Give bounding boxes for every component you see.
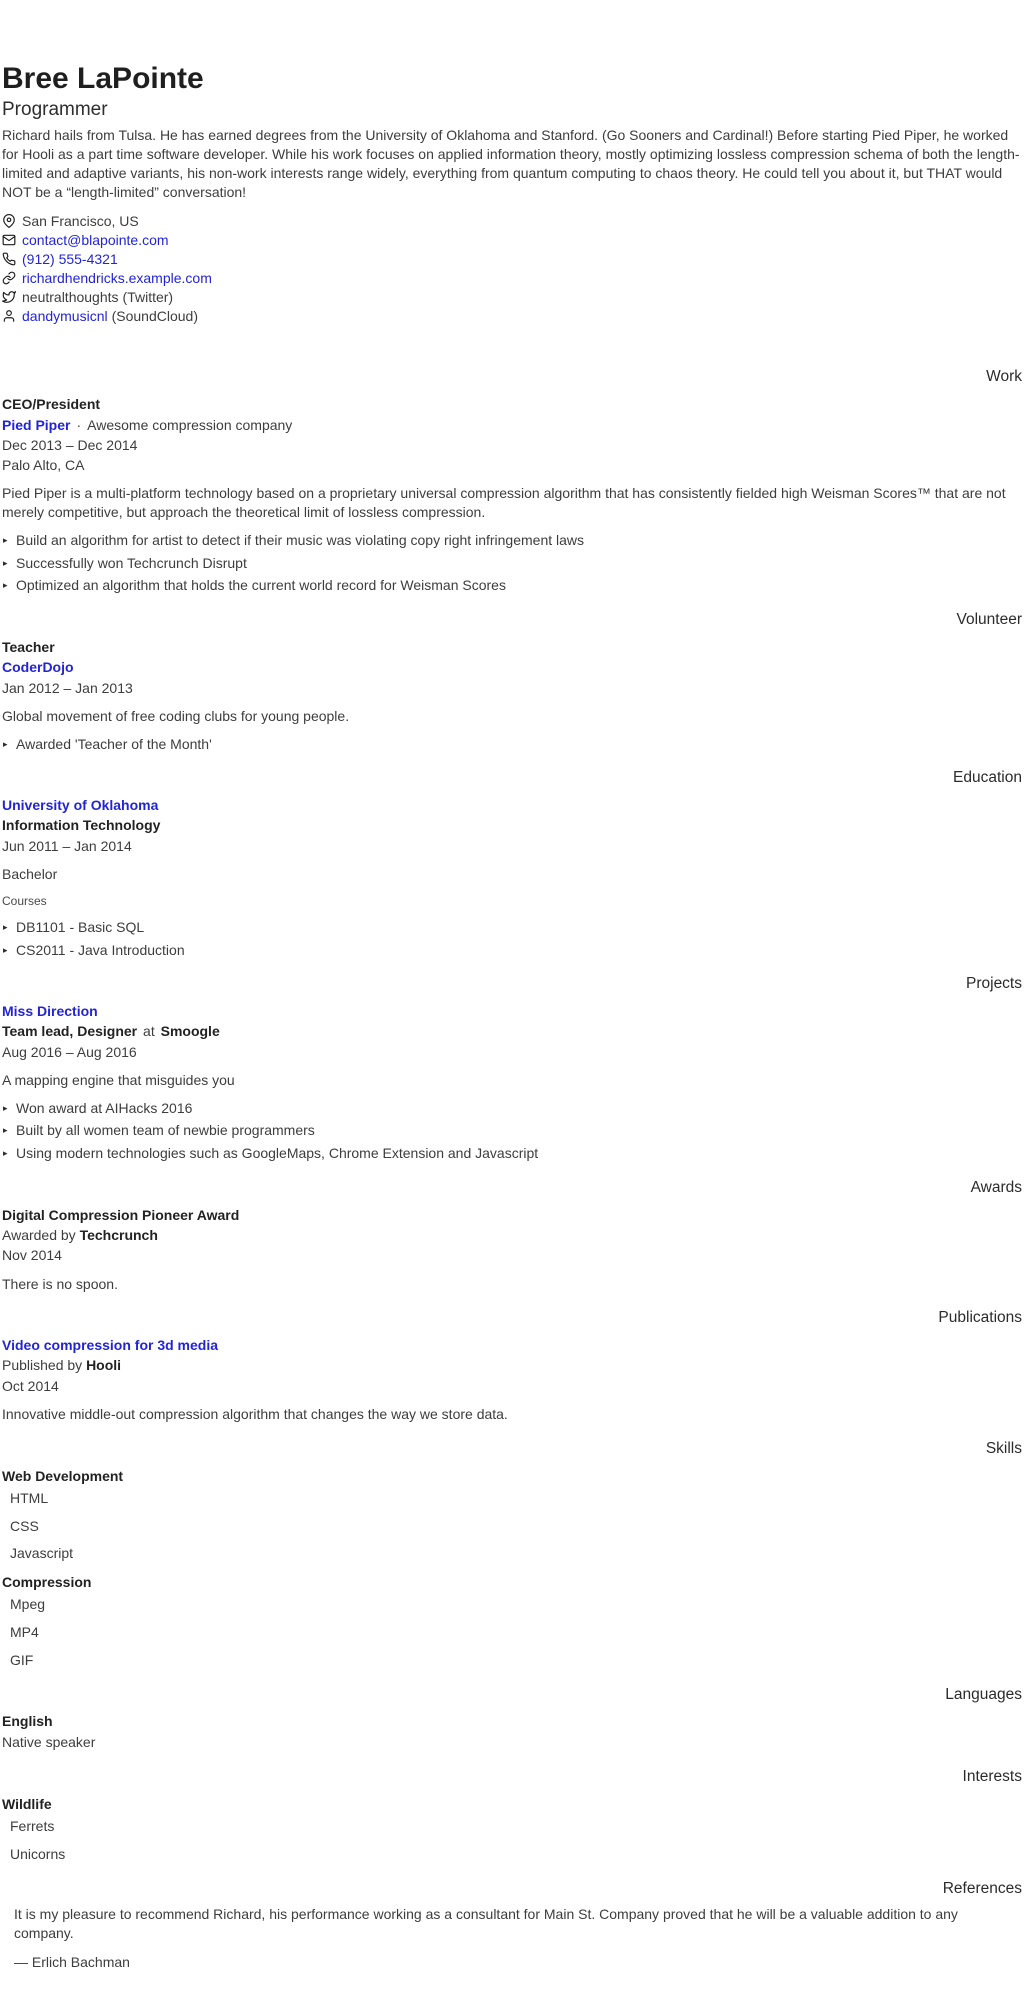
reference-entry [2,1905,1014,1971]
course-item: ▸ CS2011 - Java Introduction [2,941,1022,960]
contact-list [2,211,1022,325]
phone-icon [2,252,16,266]
project-entry [2,1001,1022,1163]
published-by-label: Published by [2,1357,83,1374]
course-item: ▸ DB1101 - Basic SQL [2,918,1022,937]
publication-summary: Innovative middle-out compression algorithm that changes the way we store data. [2,1406,508,1423]
skill-group-name: Compression [2,1574,92,1591]
education-area: Information Technology [2,817,161,834]
section-publications [2,1308,1022,1423]
work-position: CEO/President [2,396,101,413]
section-awards [2,1178,1022,1293]
publication-publisher: Hooli [86,1357,122,1374]
highlight-item: ▸ Built by all women team of newbie programmers [2,1121,1022,1140]
section-title-skills: Skills [985,1439,1022,1457]
project-name-link[interactable]: Miss Direction [2,1003,98,1020]
work-company-link[interactable]: Pied Piper [2,416,71,433]
publication-date: Oct 2014 [2,1377,59,1394]
courses-label: Courses [2,893,47,908]
work-summary: Pied Piper is a multi-platform technology based on a proprietary universal compression algorithm that has consistently fielded high Weisman Scores™ that are not merely competitive, but approach the theoretical limit of lossless compression. [2,485,1006,521]
volunteer-dates: Jan 2012 – Jan 2013 [2,679,133,696]
highlight-item: ▸ Successfully won Techcrunch Disrupt [2,554,1022,573]
highlight-item: ▸ Won award at AIHacks 2016 [2,1099,1022,1118]
soundcloud-network: (SoundCloud) [111,307,198,324]
user-icon [2,309,16,323]
skill-group [2,1466,1022,1564]
education-dates: Jun 2011 – Jan 2014 [2,837,132,854]
separator-dot: · [76,416,82,433]
award-entry [2,1205,1022,1294]
phone-link[interactable]: (912) 555-4321 [22,250,118,267]
skill-keywords [2,1489,1022,1563]
section-title-publications: Publications [938,1309,1022,1327]
award-awarder: Techcrunch [79,1227,158,1244]
reference-quote: It is my pleasure to recommend Richard, his performance working as a consultant for Main St. Company proved that he will be a valuable addition to any company. [14,1906,958,1942]
publication-publisher-line [2,1355,1022,1375]
language-entry [2,1711,1022,1752]
publication-name-link[interactable]: Video compression for 3d media [2,1337,219,1354]
volunteer-summary: Global movement of free coding clubs for young people. [2,707,350,724]
website-link[interactable]: richardhendricks.example.com [22,269,212,286]
contact-website [2,268,1022,287]
work-company-line [2,415,1022,435]
location-text: San Francisco, US [22,212,139,229]
volunteer-entry [2,637,1022,753]
resume-name: Bree LaPointe [2,62,204,95]
interest-name: Wildlife [2,1795,52,1812]
education-courses [2,918,1022,960]
education-entry [2,795,1022,959]
work-highlights [2,531,1022,595]
language-fluency: Native speaker [2,1733,96,1750]
keyword-item: Ferrets [10,1818,55,1835]
volunteer-organization-link[interactable]: CoderDojo [2,659,74,676]
work-location: Palo Alto, CA [2,457,85,474]
award-awarder-line [2,1225,1022,1245]
awarded-by-label: Awarded by [2,1227,76,1244]
section-projects [2,974,1022,1163]
map-pin-icon [2,214,16,228]
contact-email [2,230,1022,249]
section-skills [2,1439,1022,1670]
section-title-awards: Awards [970,1178,1022,1196]
section-work [2,367,1022,595]
resume-header [2,62,1022,325]
section-interests [2,1767,1022,1864]
resume-sections [2,367,1022,1971]
email-link[interactable]: contact@blapointe.com [22,231,169,248]
keyword-item: Mpeg [10,1596,46,1613]
award-title: Digital Compression Pioneer Award [2,1206,240,1223]
award-date: Nov 2014 [2,1247,62,1264]
volunteer-highlights [2,735,1022,754]
soundcloud-link[interactable]: dandymusicnl [22,307,108,324]
language-name: English [2,1713,53,1730]
section-title-volunteer: Volunteer [956,611,1022,629]
section-title-interests: Interests [962,1767,1022,1785]
section-title-education: Education [953,769,1022,787]
contact-location [2,211,1022,230]
keyword-item: MP4 [10,1624,39,1641]
twitter-icon [2,290,16,304]
keyword-item: CSS [10,1517,39,1534]
highlight-item: ▸ Using modern technologies such as GoogleMaps, Chrome Extension and Javascript [2,1144,1022,1163]
project-highlights [2,1099,1022,1163]
section-title-languages: Languages [945,1685,1022,1703]
publication-entry [2,1335,1022,1424]
project-roles: Team lead, Designer [2,1023,138,1040]
project-at-label: at [143,1023,155,1040]
twitter-handle: neutralthoughts [22,288,119,305]
reference-signature: — Erlich Bachman [14,1953,130,1970]
highlight-item: ▸ Awarded 'Teacher of the Month' [2,735,1022,754]
award-summary: There is no spoon. [2,1275,118,1292]
contact-soundcloud [2,306,1022,325]
envelope-icon [2,233,16,247]
section-title-projects: Projects [966,975,1022,993]
contact-phone [2,249,1022,268]
section-references [2,1879,1022,1972]
education-study-type: Bachelor [2,865,58,882]
interest-entry [2,1794,1022,1864]
section-title-work: Work [986,368,1022,386]
project-description: A mapping engine that misguides you [2,1071,235,1088]
keyword-item: GIF [10,1651,34,1668]
work-entry [2,394,1022,595]
work-company-description: Awesome compression company [87,416,293,433]
section-title-references: References [942,1879,1022,1897]
keyword-item: HTML [10,1489,49,1506]
twitter-network: (Twitter) [122,288,174,305]
highlight-item: ▸ Optimized an algorithm that holds the current world record for Weisman Scores [2,576,1022,595]
section-volunteer [2,610,1022,753]
section-education [2,768,1022,959]
keyword-item: Javascript [10,1545,74,1562]
education-institution-link[interactable]: University of Oklahoma [2,797,159,814]
skill-keywords [2,1595,1022,1669]
keyword-item: Unicorns [10,1845,66,1862]
contact-twitter [2,287,1022,306]
volunteer-position: Teacher [2,638,55,655]
interest-keywords [2,1817,1022,1864]
skill-group [2,1572,1022,1670]
section-languages [2,1685,1022,1752]
resume-summary: Richard hails from Tulsa. He has earned degrees from the University of Oklahoma and Stanford. (Go Sooners and Cardinal!) Before starting Pied Piper, he worked for Hooli as a part time software developer. While his work focuses on applied information theory, mostly optimizing lossless compression schema of both the length-limited and adaptive variants, his non-work interests range widely, everything from quantum computing to chaos theory. He could tell you about it, but THAT would NOT be a “length-limited” conversation! [2,127,1020,200]
highlight-item: ▸ Build an algorithm for artist to detect if their music was violating copy right infringement laws [2,531,1022,550]
skill-group-name: Web Development [2,1467,124,1484]
link-icon [2,271,16,285]
project-role-line [2,1021,1022,1041]
work-dates: Dec 2013 – Dec 2014 [2,436,138,453]
resume-label: Programmer [2,99,108,120]
project-entity: Smoogle [160,1023,220,1040]
project-dates: Aug 2016 – Aug 2016 [2,1043,137,1060]
